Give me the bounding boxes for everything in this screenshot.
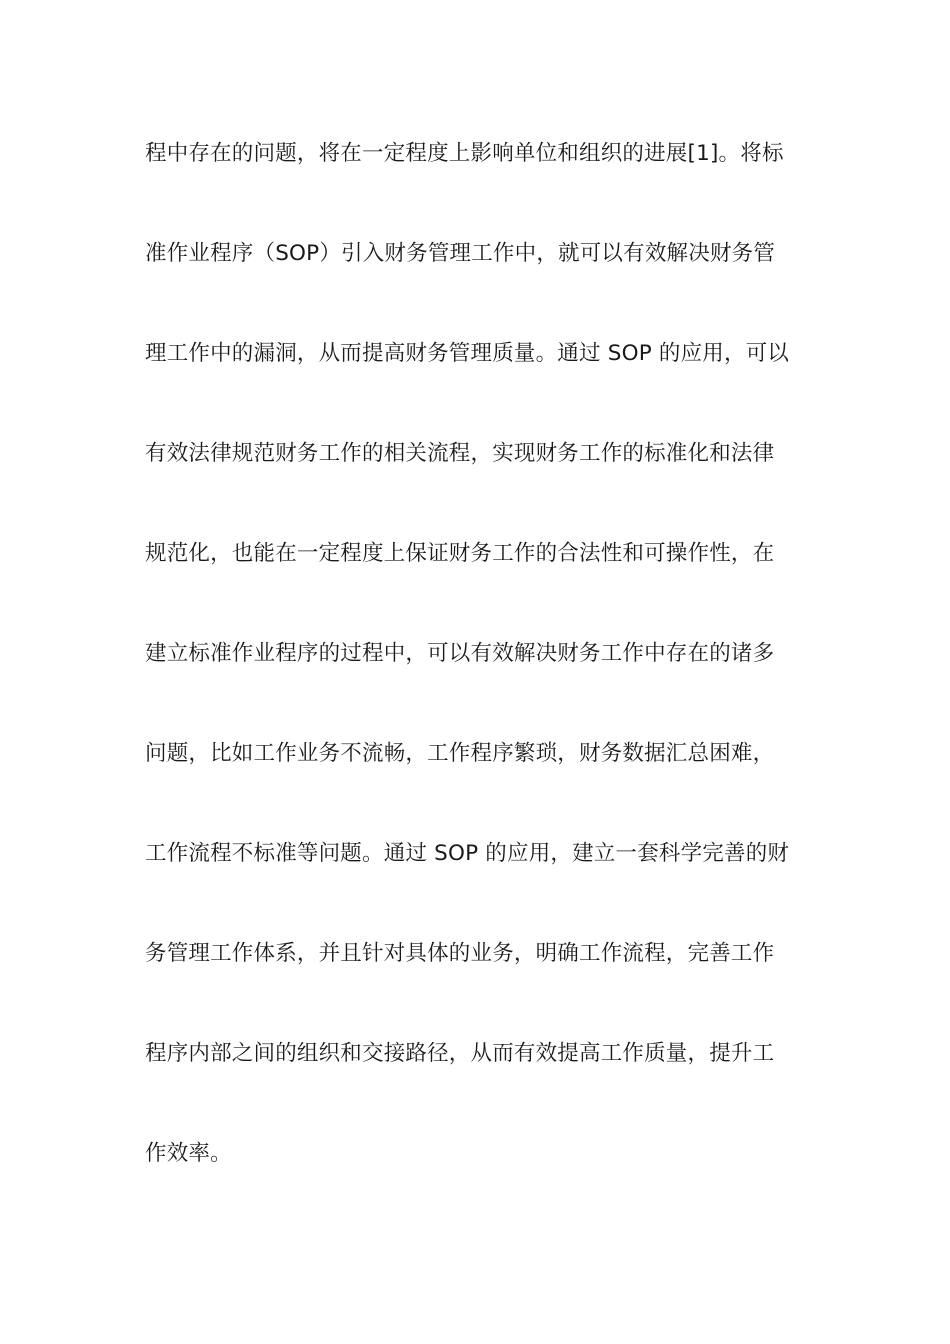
paragraph-line-6: 建立标准作业程序的过程中，可以有效解决财务工作中存在的诸多: [145, 641, 775, 666]
paragraph-line-10: 程序内部之间的组织和交接路径，从而有效提高工作质量，提升工: [145, 1041, 775, 1066]
paragraph-line-3: 理工作中的漏洞，从而提高财务管理质量。通过 SOP 的应用，可以: [145, 341, 790, 366]
paragraph-line-9: 务管理工作体系，并且针对具体的业务，明确工作流程，完善工作: [145, 941, 775, 966]
paragraph-line-11: 作效率。: [145, 1141, 232, 1166]
body-paragraph: [145, 131, 810, 1231]
paragraph-line-7: 问题，比如工作业务不流畅，工作程序繁琐，财务数据汇总困难，: [145, 741, 775, 766]
paragraph-line-2: 准作业程序（SOP）引入财务管理工作中，就可以有效解决财务管: [145, 241, 776, 266]
paragraph-line-5: 规范化，也能在一定程度上保证财务工作的合法性和可操作性，在: [145, 541, 775, 566]
paragraph-line-1: 程中存在的问题，将在一定程度上影响单位和组织的进展[1]。将标: [145, 141, 784, 166]
paragraph-line-4: 有效法律规范财务工作的相关流程，实现财务工作的标准化和法律: [145, 441, 775, 466]
paragraph-line-8: 工作流程不标准等问题。通过 SOP 的应用，建立一套科学完善的财: [145, 841, 790, 866]
